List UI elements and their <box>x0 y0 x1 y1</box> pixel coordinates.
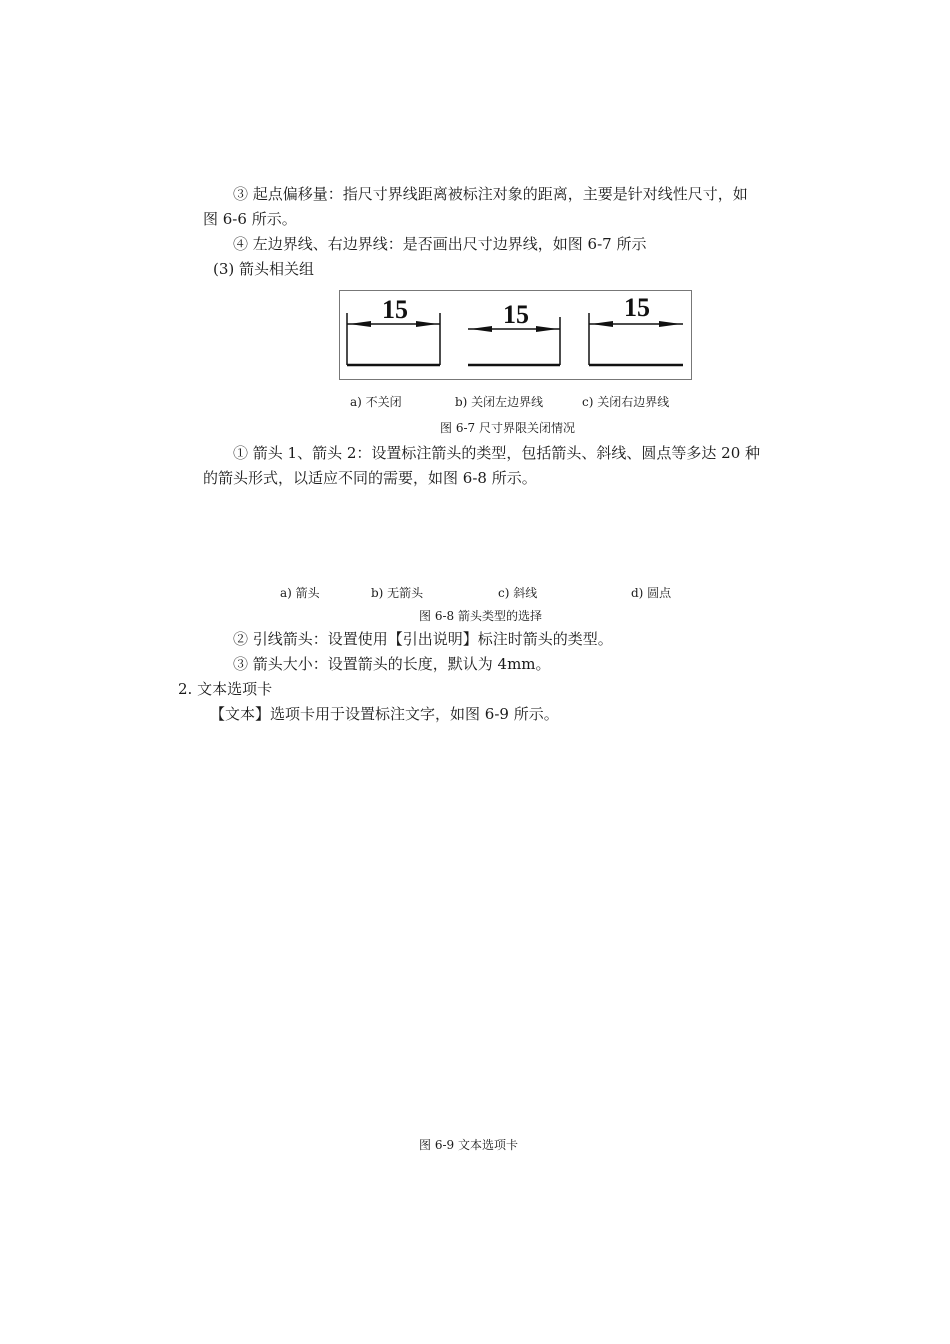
figure-6-7-boundary-closing <box>339 290 692 380</box>
paragraph-arrow-types-line1: ① 箭头 1、箭头 2：设置标注箭头的类型，包括箭头、斜线、圆点等多达 20 种 <box>233 444 761 462</box>
paragraph-boundary-lines: ④ 左边界线、右边界线：是否画出尺寸边界线，如图 6-7 所示 <box>233 235 647 253</box>
figure-6-8-sublabel-c: c) 斜线 <box>498 586 538 600</box>
figure-6-8-sublabel-b: b) 无箭头 <box>371 586 424 600</box>
paragraph-arrow-types-line2: 的箭头形式，以适应不同的需要，如图 6-8 所示。 <box>203 469 537 487</box>
heading-arrow-group: (3) 箭头相关组 <box>213 260 315 278</box>
dim-text-b: 15 <box>503 300 529 329</box>
figure-6-7-sublabel-a: a) 不关闭 <box>350 395 402 409</box>
figure-6-8-sublabel-a: a) 箭头 <box>280 586 320 600</box>
arrowhead-c-left <box>591 321 613 327</box>
arrowhead-b-left <box>470 326 492 332</box>
figure-6-7-sublabel-c: c) 关闭右边界线 <box>582 395 670 409</box>
paragraph-text-tab: 【文本】选项卡用于设置标注文字，如图 6-9 所示。 <box>210 705 559 723</box>
figure-6-8-sublabel-d: d) 圆点 <box>631 586 672 600</box>
paragraph-leader-arrow: ② 引线箭头：设置使用【引出说明】标注时箭头的类型。 <box>233 630 613 648</box>
dim-text-a: 15 <box>382 295 408 324</box>
arrowhead-c-right <box>659 321 681 327</box>
paragraph-offset-line2: 图 6-6 所示。 <box>203 210 297 228</box>
figure-6-7-sublabel-b: b) 关闭左边界线 <box>455 395 544 409</box>
arrowhead-a-left <box>349 321 371 327</box>
figure-6-8-caption: 图 6-8 箭头类型的选择 <box>419 609 542 623</box>
dim-text-c: 15 <box>624 293 650 322</box>
figure-6-7-caption: 图 6-7 尺寸界限关闭情况 <box>440 421 575 435</box>
figure-6-7-drawing <box>340 291 693 381</box>
paragraph-arrow-size: ③ 箭头大小：设置箭头的长度，默认为 4mm。 <box>233 655 551 673</box>
paragraph-offset-line1: ③ 起点偏移量：指尺寸界线距离被标注对象的距离，主要是针对线性尺寸，如 <box>233 185 748 203</box>
section-heading-text-tab: 2. 文本选项卡 <box>178 680 273 698</box>
figure-6-9-caption: 图 6-9 文本选项卡 <box>419 1138 518 1152</box>
arrowhead-b-right <box>536 326 558 332</box>
arrowhead-a-right <box>416 321 438 327</box>
